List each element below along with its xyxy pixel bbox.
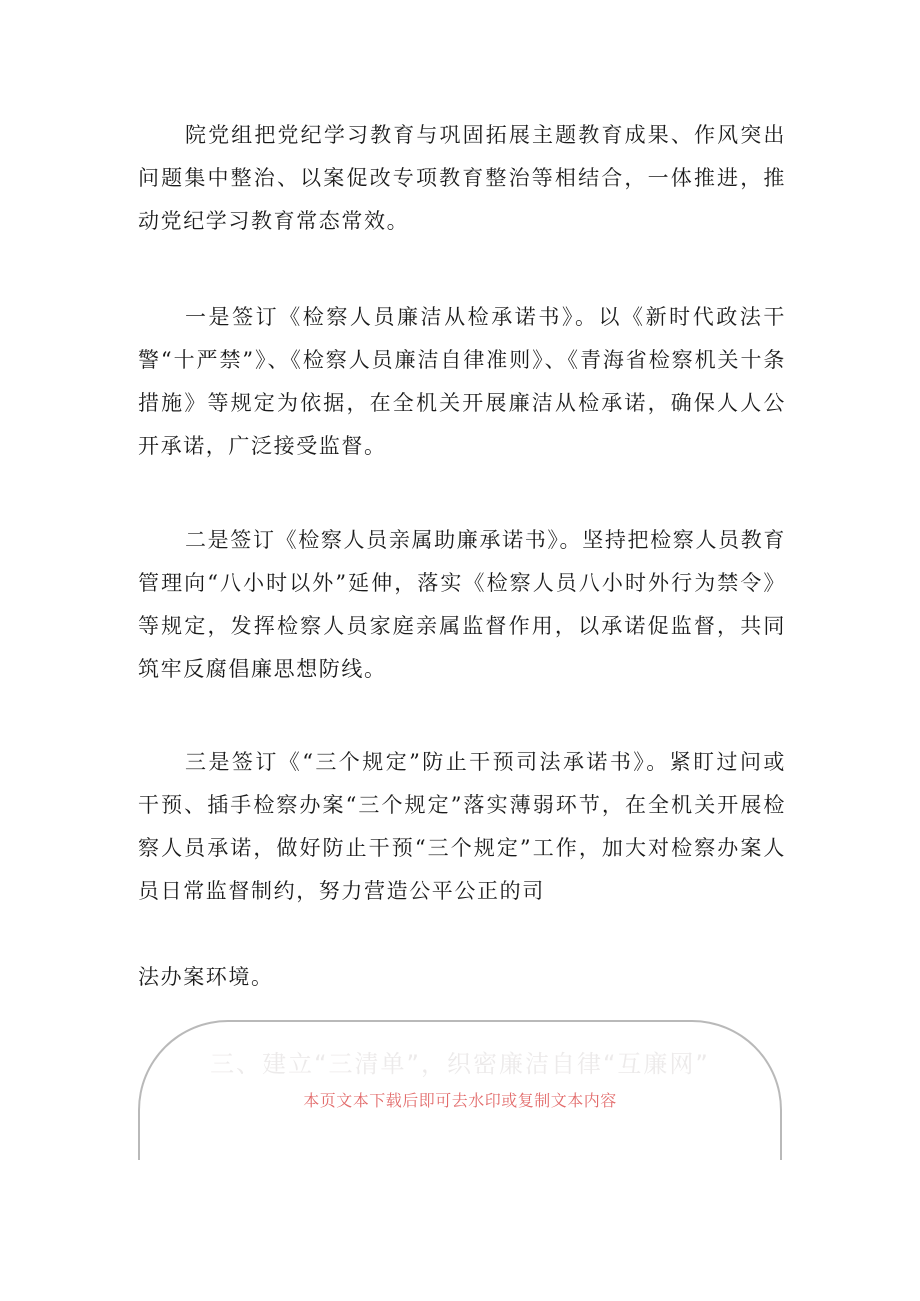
paragraph-three-rules-pledge: 三是签订《“三个规定”防止干预司法承诺书》。紧盯过问或干预、插手检察办案“三个规定”落实薄弱环节，在全机关开展检察人员承诺，做好防止干预“三个规定”工作，加大对检察办案人员日常监督制约，努力营造公平公正的司: [138, 750, 786, 903]
watermark-overlay: [138, 1020, 782, 1160]
watermark-notice: 本页文本下载后即可去水印或复制文本内容: [303, 1091, 617, 1110]
paragraph-intro: 院党组把党纪学习教育与巩固拓展主题教育成果、作风突出问题集中整治、以案促改专项教育整治等相结合，一体推进，推动党纪学习教育常态常效。: [138, 123, 786, 233]
faded-section-heading: 三、建立“三清单”，织密廉洁自律“互廉网”: [210, 1050, 710, 1078]
paragraph-integrity-pledge: 一是签订《检察人员廉洁从检承诺书》。以《新时代政法干警“十严禁”》、《检察人员廉洁自律准则》、《青海省检察机关十条措施》等规定为依据，在全机关开展廉洁从检承诺，确保人人公开承诺，广泛接受监督。: [138, 305, 786, 458]
paragraph-family-pledge: 二是签订《检察人员亲属助廉承诺书》。坚持把检察人员教育管理向“八小时以外”延伸，落实《检察人员八小时外行为禁令》等规定，发挥检察人员家庭亲属监督作用，以承诺促监督，共同筑牢反腐倡廉思想防线。: [138, 528, 786, 681]
paragraph-continuation: 法办案环境。: [138, 965, 274, 989]
